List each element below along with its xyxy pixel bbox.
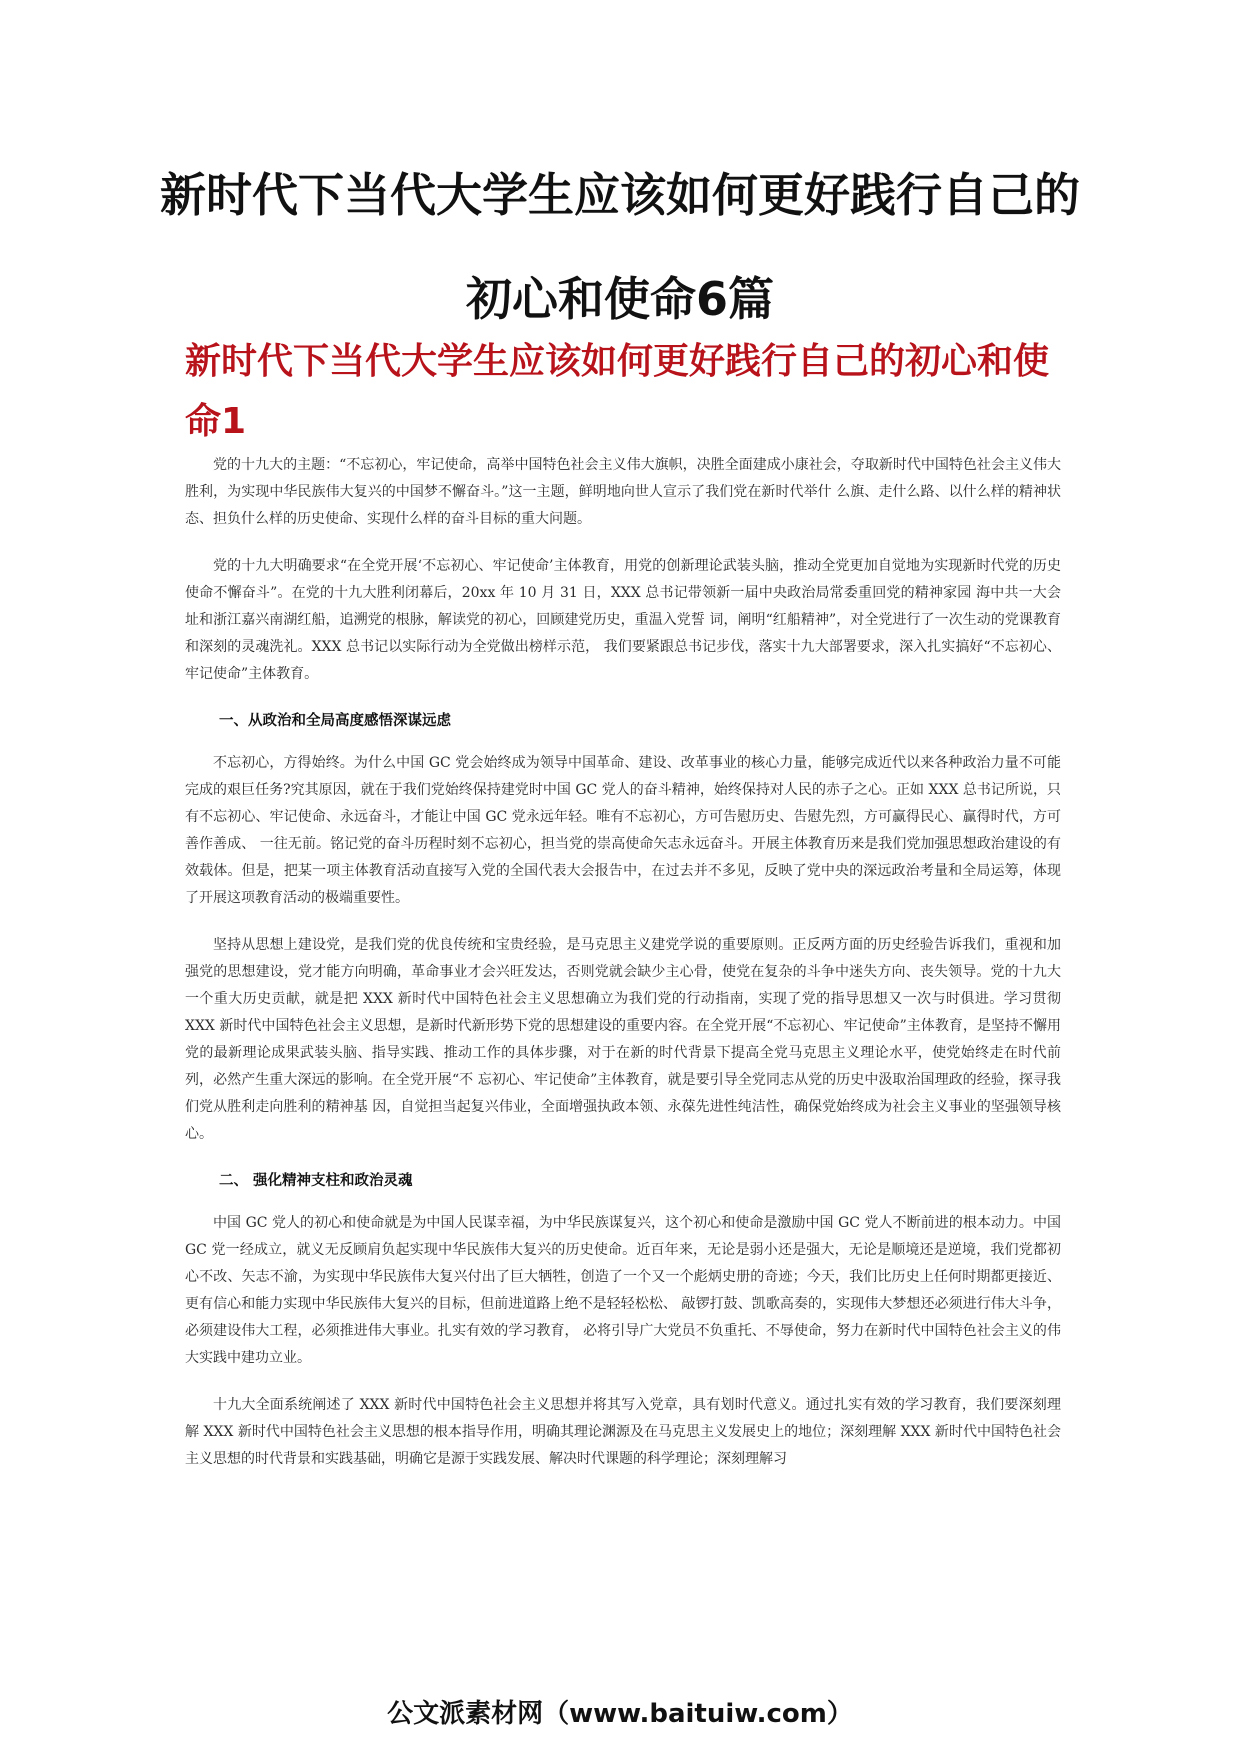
- subsection-heading: 二、 强化精神支柱和政治灵魂: [219, 1173, 413, 1189]
- document-body: [185, 452, 1061, 1493]
- paragraph: 十九大全面系统阐述了 XXX 新时代中国特色社会主义思想并将其写入党章，具有划时代意义。通过扎实有效的学习教育，我们要深刻理解 XXX 新时代中国特色社会主义思想的根本指导作用，明确其理论渊源及在马克思主义发展史上的地位；深刻理解 XXX 新时代中国特色社会主义思想的时代背景和实践基础，明确它是源于实践发展、解决时代课题的科学理论；深刻理解习: [185, 1397, 1061, 1467]
- footer-site-label: 公文派素材网（www.baituiw.com）: [387, 1699, 853, 1729]
- subsection-heading: 一、从政治和全局高度感悟深谋远虑: [219, 713, 451, 729]
- paragraph: 中国 GC 党人的初心和使命就是为中国人民谋幸福，为中华民族谋复兴，这个初心和使命是激励中国 GC 党人不断前进的根本动力。中国 GC 党一经成立，就义无反顾肩负起实现中华民族伟大复兴的历史使命。近百年来，无论是弱小还是强大，无论是顺境还是逆境，我们党都初心不改、矢志不渝，为实现中华民族伟大复兴付出了巨大牺牲，创造了一个又一个彪炳史册的奇迹；今天，我们比历史上任何时期都更接近、更有信心和能力实现中华民族伟大复兴的目标，但前进道路上绝不是轻轻松松、 敲锣打鼓、凯歌高奏的，实现伟大梦想还必须进行伟大斗争，必须建设伟大工程，必须推进伟大事业。扎实有效的学习教育， 必将引导广大党员不负重托、不辱使命，努力在新时代中国特色社会主义的伟大实践中建功立业。: [185, 1215, 1061, 1366]
- section-heading: 新时代下当代大学生应该如何更好践行自己的初心和使命1: [185, 341, 1050, 442]
- paragraph: 党的十九大明确要求“在全党开展‘不忘初心、牢记使命’主体教育，用党的创新理论武装头脑，推动全党更加自觉地为实现新时代党的历史使命不懈奋斗”。在党的十九大胜利闭幕后，20xx 年 10 月 31 日，XXX 总书记带领新一届中央政治局常委重回党的精神家园 海中共一大会址和浙江嘉兴南湖红船，追溯党的根脉，解读党的初心，回顾建党历史，重温入党誓 词，阐明“红船精神”，对全党进行了一次生动的党课教育和深刻的灵魂洗礼。XXX 总书记以实际行动为全党做出榜样示范， 我们要紧跟总书记步伐，落实十九大部署要求，深入扎实搞好“不忘初心、牢记使命”主体教育。: [185, 558, 1061, 682]
- paragraph: 不忘初心，方得始终。为什么中国 GC 党会始终成为领导中国革命、建设、改革事业的核心力量，能够完成近代以来各种政治力量不可能完成的艰巨任务?究其原因，就在于我们党始终保持建党时中国 GC 党人的奋斗精神，始终保持对人民的赤子之心。正如 XXX 总书记所说，只有不忘初心、牢记使命、永远奋斗，才能让中国 GC 党永远年轻。唯有不忘初心，方可告慰历史、告慰先烈，方可赢得民心、赢得时代，方可善作善成、 一往无前。铭记党的奋斗历程时刻不忘初心，担当党的崇高使命矢志永远奋斗。开展主体教育历来是我们党加强思想政治建设的有效载体。但是，把某一项主体教育活动直接写入党的全国代表大会报告中，在过去并不多见，反映了党中央的深远政治考量和全局运筹，体现了开展这项教育活动的极端重要性。: [185, 755, 1061, 906]
- paragraph: 党的十九大的主题：“不忘初心，牢记使命，高举中国特色社会主义伟大旗帜，决胜全面建成小康社会，夺取新时代中国特色社会主义伟大胜利，为实现中华民族伟大复兴的中国梦不懈奋斗。”这一主题，鲜明地向世人宣示了我们党在新时代举什 么旗、走什么路、以什么样的精神状态、担负什么样的历史使命、实现什么样的奋斗目标的重大问题。: [185, 457, 1061, 527]
- paragraph: 坚持从思想上建设党，是我们党的优良传统和宝贵经验，是马克思主义建党学说的重要原则。正反两方面的历史经验告诉我们，重视和加强党的思想建设，党才能方向明确，革命事业才会兴旺发达，否则党就会缺少主心骨，使党在复杂的斗争中迷失方向、丧失领导。党的十九大一个重大历史贡献，就是把 XXX 新时代中国特色社会主义思想确立为我们党的行动指南，实现了党的指导思想又一次与时俱进。学习贯彻 XXX 新时代中国特色社会主义思想，是新时代新形势下党的思想建设的重要内容。在全党开展“不忘初心、牢记使命”主体教育，是坚持不懈用党的最新理论成果武装头脑、指导实践、推动工作的具体步骤，对于在新的时代背景下提高全党马克思主义理论水平，使党始终走在时代前列，必然产生重大深远的影响。在全党开展“不 忘初心、牢记使命”主体教育，就是要引导全党同志从党的历史中汲取治国理政的经验，探寻我们党从胜利走向胜利的精神基 因，自觉担当起复兴伟业，全面增强执政本领、永葆先进性纯洁性，确保党始终成为社会主义事业的坚强领导核心。: [185, 937, 1061, 1142]
- page-title: 新时代下当代大学生应该如何更好践行自己的初心和使命6篇: [160, 168, 1080, 326]
